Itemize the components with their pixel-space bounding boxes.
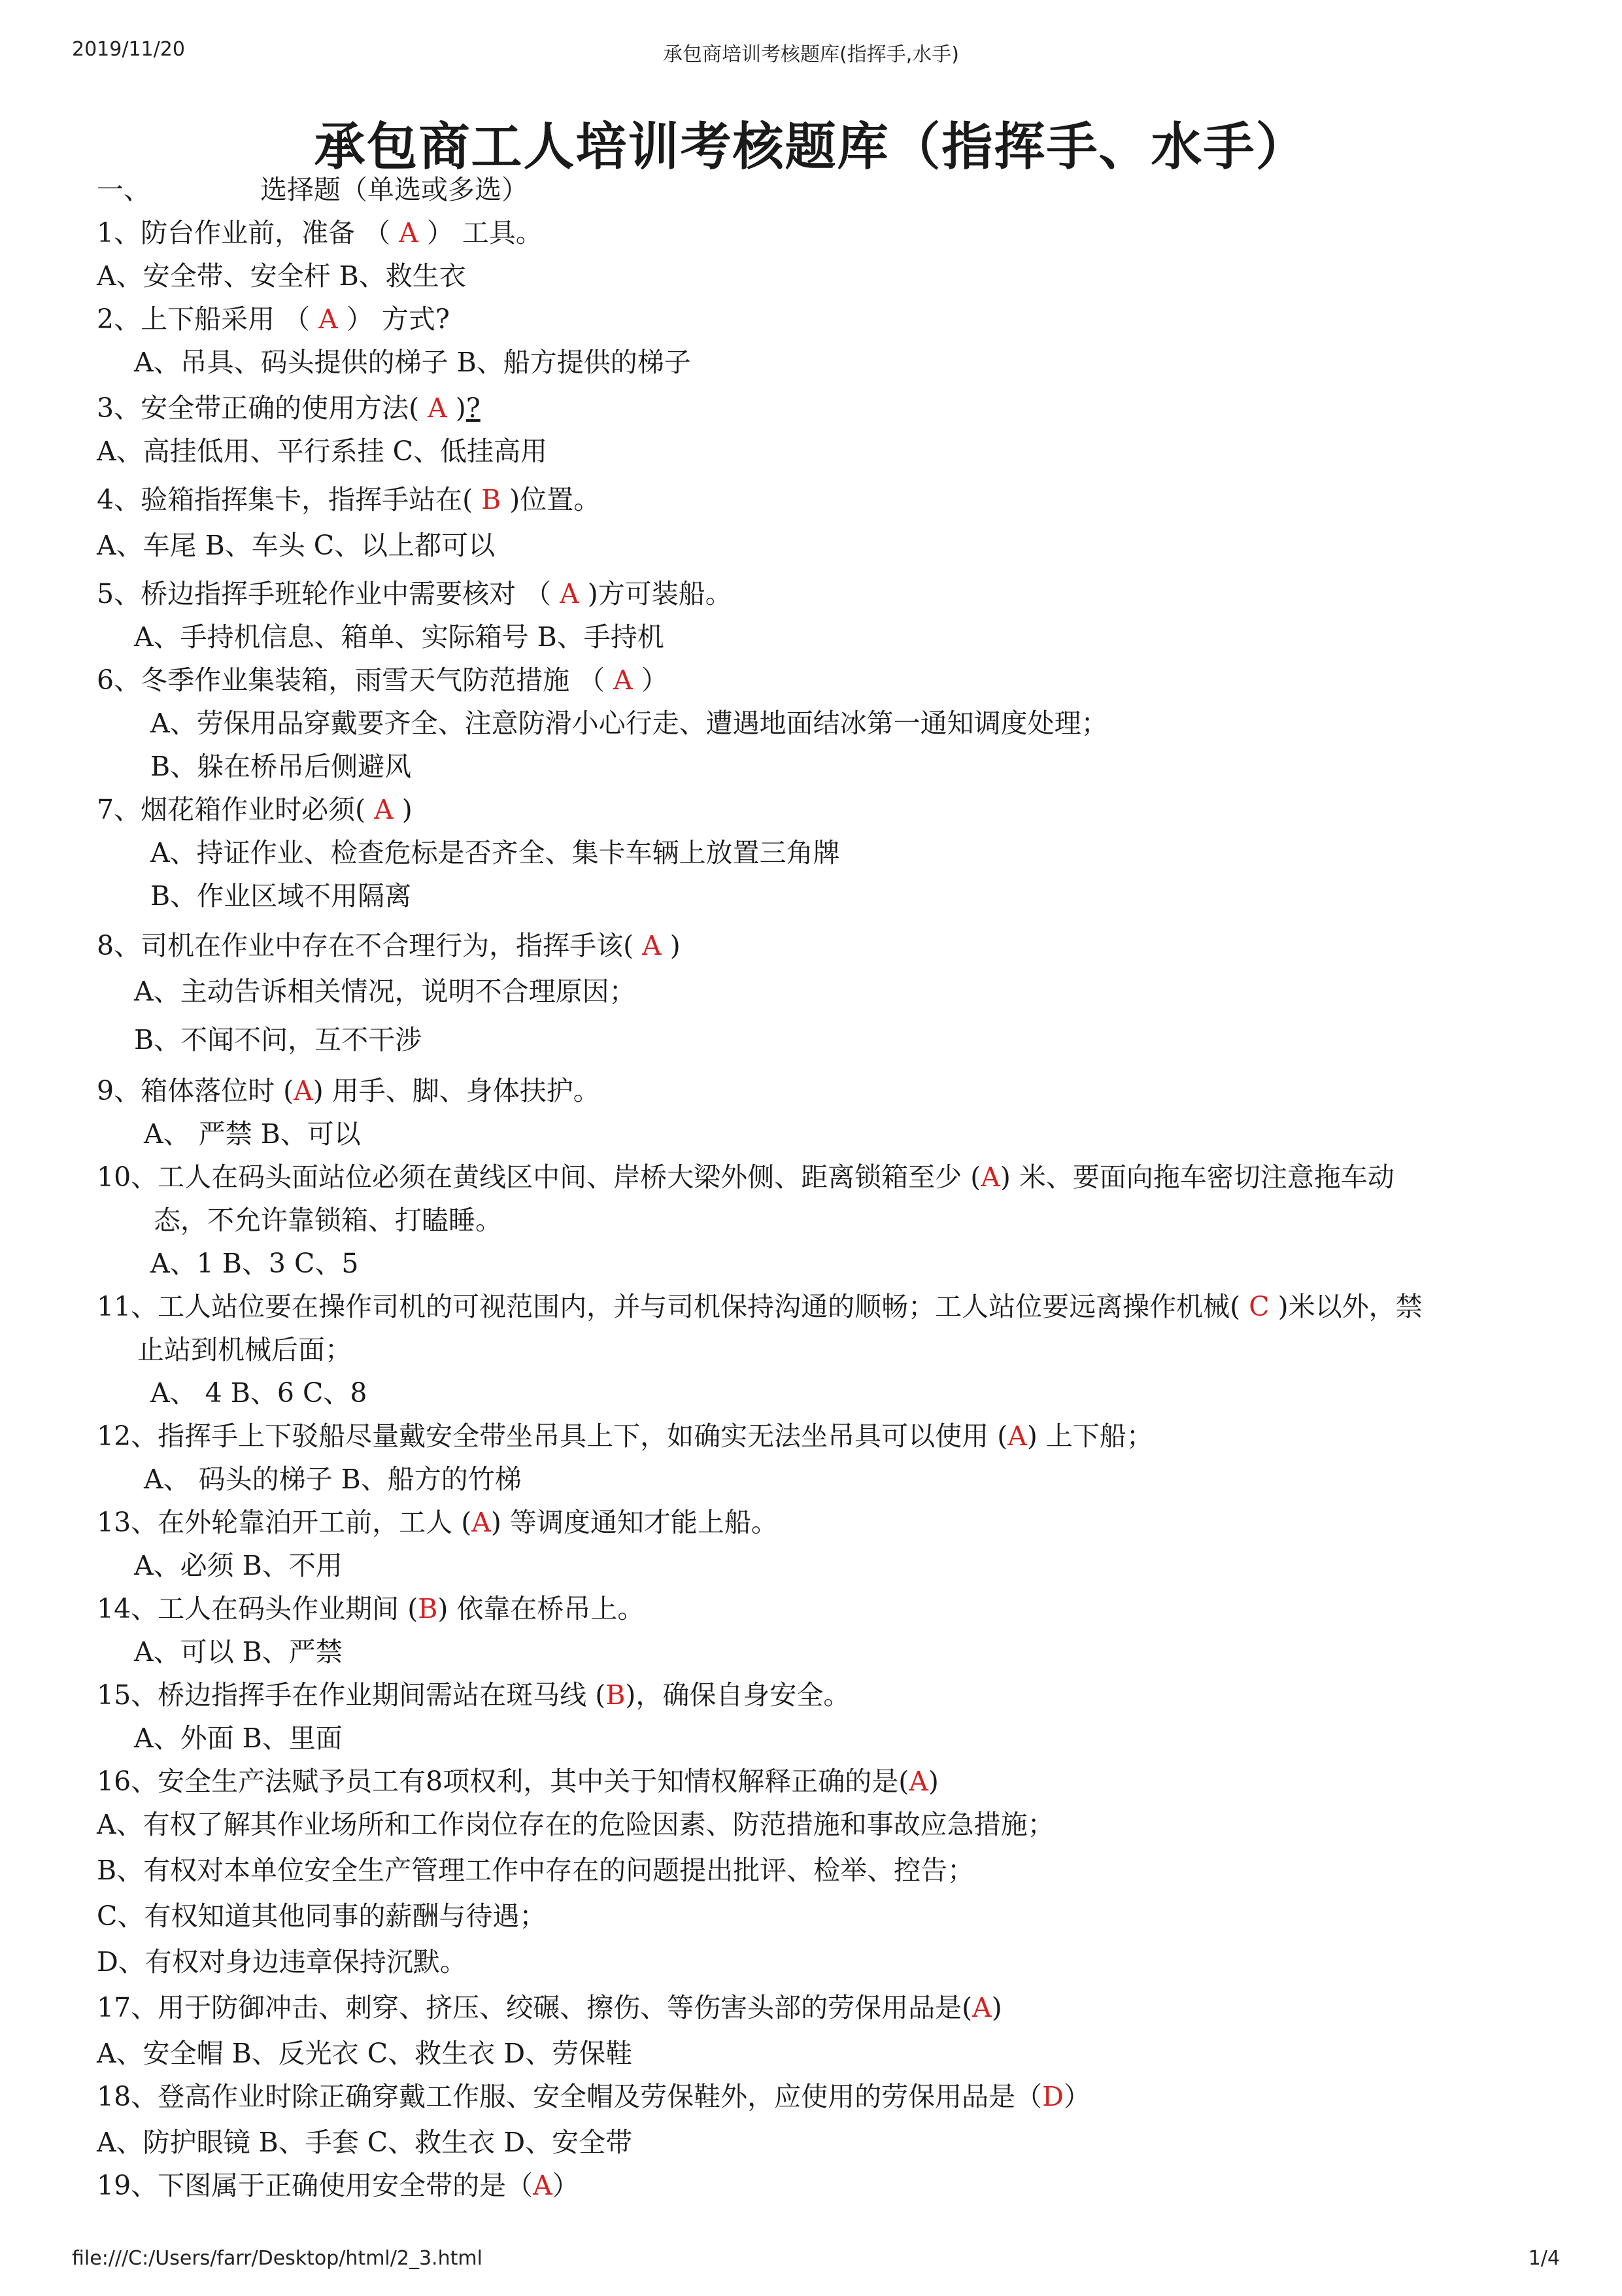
answer-mark: D [1042, 2081, 1064, 2112]
text-line [97, 2035, 632, 2072]
text-line [134, 1547, 343, 1584]
line-text: )米以外，禁 [1269, 1291, 1423, 1322]
line-text: A、安全带、安全杆 B、救生衣 [97, 260, 466, 292]
text-line [97, 2078, 1090, 2115]
document-title: 承包商工人培训考核题库（指挥手、水手） [314, 117, 1308, 177]
text-line [154, 1202, 502, 1239]
line-text: B、有权对本单位安全生产管理工作中存在的问题提出批评、检举、控告； [97, 1855, 975, 1886]
line-text: A、持证作业、检查危标是否齐全、集卡车辆上放置三角牌 [150, 837, 840, 868]
line-text: ) [928, 1766, 939, 1797]
line-text: 11、工人站位要在操作司机的可视范围内，并与司机保持沟通的顺畅；工人站位要远离操作机械( [97, 1291, 1249, 1322]
line-text: ） [1064, 2081, 1091, 2112]
line-text: A、 严禁 B、可以 [144, 1118, 361, 1150]
answer-mark: B [481, 484, 501, 515]
answer-mark: A [533, 2170, 552, 2201]
text-line [97, 662, 668, 698]
text-line [137, 1331, 352, 1368]
line-text: )，确保自身安全。 [625, 1679, 851, 1711]
line-text: D、有权对身边违章保持沉默。 [97, 1946, 467, 1978]
text-line [150, 1375, 367, 1411]
text-line [97, 1944, 467, 1980]
text-line [150, 878, 411, 914]
answer-mark: A [1007, 1420, 1027, 1452]
line-text: A、必须 B、不用 [134, 1550, 343, 1581]
line-text: )位置。 [501, 484, 601, 515]
text-line [134, 344, 691, 381]
line-text: 8、司机在作业中存在不合理行为，指挥手该( [97, 930, 643, 961]
answer-mark: A [374, 794, 394, 825]
line-text: 态，不允许靠锁箱、打瞌睡。 [154, 1205, 502, 1236]
answer-mark: A [399, 217, 418, 248]
answer-mark: A [642, 930, 662, 961]
print-date: 2019/11/20 [72, 38, 185, 61]
text-line [97, 575, 732, 612]
line-text: B、躲在桥吊后侧避风 [150, 751, 412, 782]
line-text: B、作业区域不用隔离 [150, 880, 412, 912]
text-line [97, 301, 450, 337]
text-line [97, 1159, 1394, 1195]
line-text: ） 工具。 [418, 217, 543, 248]
line-text: A、 4 B、6 C、8 [150, 1377, 367, 1409]
line-text: 4、验箱指挥集卡，指挥手站在( [97, 484, 482, 515]
line-text: ) 米、要面向拖车密切注意拖车动 [1000, 1161, 1394, 1193]
answer-mark: A [613, 664, 633, 696]
line-text: ? [465, 392, 481, 424]
answer-mark: B [418, 1593, 438, 1624]
text-line [97, 2167, 579, 2204]
text-line [97, 1504, 778, 1541]
line-text: 18、登高作业时除正确穿戴工作服、安全帽及劳保鞋外，应使用的劳保用品是（ [97, 2081, 1043, 2112]
answer-mark: A [471, 1507, 491, 1538]
line-text: ) 上下船； [1026, 1420, 1153, 1452]
line-text: A、可以 B、严禁 [134, 1636, 343, 1668]
section-heading: 选择题（单选或多选） [260, 174, 528, 205]
text-line [97, 1763, 939, 1800]
text-line [97, 1898, 546, 1934]
line-text: ) 用手、脚、身体扶护。 [313, 1075, 600, 1106]
line-text: A、防护眼镜 B、手套 C、救生衣 D、安全带 [97, 2127, 633, 2158]
line-text: 1、防台作业前，准备 （ [97, 217, 399, 248]
text-line [97, 1677, 850, 1713]
line-text: A、外面 B、里面 [134, 1722, 343, 1754]
line-text: 17、用于防御冲击、刺穿、挤压、绞碾、擦伤、等伤害头部的劳保用品是( [97, 1992, 973, 2023]
text-line [97, 1806, 1055, 1843]
text-line [97, 791, 413, 828]
text-line [134, 1634, 343, 1670]
line-text: )方可装船。 [579, 578, 732, 609]
text-line [150, 705, 1108, 742]
text-line [97, 1288, 1423, 1325]
text-line [97, 927, 681, 964]
line-text: 止站到机械后面； [137, 1334, 352, 1365]
line-text: 10、工人在码头面站位必须在黄线区中间、岸桥大梁外侧、距离锁箱至少 ( [97, 1161, 981, 1193]
line-text: ） 方式? [337, 303, 450, 335]
answer-mark: A [981, 1161, 1000, 1193]
line-text: 9、箱体落位时 ( [97, 1075, 294, 1106]
line-text: 16、安全生产法赋予员工有8项权利，其中关于知情权解释正确的是( [97, 1766, 909, 1797]
answer-mark: B [605, 1679, 626, 1711]
line-text: ) [447, 392, 466, 424]
text-line [97, 390, 481, 426]
text-line [150, 748, 411, 785]
text-line [150, 1245, 358, 1282]
line-text: 6、冬季作业集装箱，雨雪天气防范措施 （ [97, 664, 614, 696]
answer-mark: A [318, 303, 338, 335]
text-line [144, 1461, 522, 1498]
answer-mark: A [972, 1992, 992, 2023]
line-text: ) 等调度通知才能上船。 [490, 1507, 778, 1538]
line-text: C、有权知道其他同事的薪酬与待遇； [97, 1900, 547, 1932]
line-text: ) [991, 1992, 1002, 2023]
text-line [97, 527, 495, 564]
line-text: B、不闻不问，互不干涉 [134, 1024, 422, 1055]
answer-mark: A [428, 392, 447, 424]
answer-mark: A [294, 1075, 313, 1106]
line-text: 3、安全带正确的使用方法( [97, 392, 428, 424]
text-line [97, 1852, 974, 1889]
text-line [97, 481, 600, 518]
text-line [97, 1418, 1153, 1454]
line-text: ) [393, 794, 413, 825]
line-text: A、1 B、3 C、5 [150, 1248, 359, 1279]
text-line [97, 258, 466, 294]
text-line [97, 1590, 644, 1627]
text-line [97, 433, 547, 470]
line-text: 14、工人在码头作业期间 ( [97, 1593, 418, 1624]
answer-mark: C [1249, 1291, 1270, 1322]
line-text: A、有权了解其作业场所和工作岗位存在的危险因素、防范措施和事故应急措施； [97, 1809, 1055, 1840]
line-text: 13、在外轮靠泊开工前，工人 ( [97, 1507, 472, 1538]
text-line [150, 834, 840, 871]
line-text: A、高挂低用、平行系挂 C、低挂高用 [97, 436, 548, 467]
line-text: A、劳保用品穿戴要齐全、注意防滑小心行走、遭遇地面结冰第一通知调度处理； [150, 708, 1108, 739]
line-text: A、主动告诉相关情况，说明不合理原因； [134, 976, 636, 1007]
line-text: A、 码头的梯子 B、船方的竹梯 [144, 1464, 522, 1495]
text-line [97, 1072, 600, 1109]
line-text: A、安全帽 B、反光衣 C、救生衣 D、劳保鞋 [97, 2038, 633, 2069]
line-text: 2、上下船采用 （ [97, 303, 319, 335]
text-line [97, 2124, 632, 2161]
line-text: A、吊具、码头提供的梯子 B、船方提供的梯子 [134, 347, 691, 378]
section-number: 一、 [97, 174, 150, 205]
file-path: file:///C:/Users/farr/Desktop/html/2_3.html [72, 2247, 482, 2270]
line-text: ） [632, 664, 668, 696]
answer-mark: A [909, 1766, 928, 1797]
line-text: 5、桥边指挥手班轮作业中需要核对 （ [97, 578, 560, 609]
line-text: 12、指挥手上下驳船尽量戴安全带坐吊具上下，如确实无法坐吊具可以使用 ( [97, 1420, 1008, 1452]
answer-mark: A [560, 578, 579, 609]
text-line [134, 1720, 343, 1756]
text-line [134, 1021, 422, 1058]
text-line [134, 619, 664, 655]
line-text: ） [552, 2170, 579, 2201]
line-text: ) 依靠在桥吊上。 [437, 1593, 645, 1624]
text-line [97, 214, 543, 251]
line-text: 19、下图属于正确使用安全带的是（ [97, 2170, 533, 2201]
text-line [144, 1116, 361, 1152]
line-text: A、手持机信息、箱单、实际箱号 B、手持机 [134, 621, 664, 653]
text-line [97, 1989, 1002, 2026]
line-text: A、车尾 B、车头 C、以上都可以 [97, 530, 496, 561]
line-text: 15、桥边指挥手在作业期间需站在斑马线 ( [97, 1679, 606, 1711]
line-text: ) [661, 930, 681, 961]
text-line [134, 973, 636, 1010]
line-text: 7、烟花箱作业时必须( [97, 794, 375, 825]
page-number: 1/4 [1528, 2247, 1560, 2270]
print-header-title: 承包商培训考核题库(指挥手,水手) [663, 43, 959, 66]
